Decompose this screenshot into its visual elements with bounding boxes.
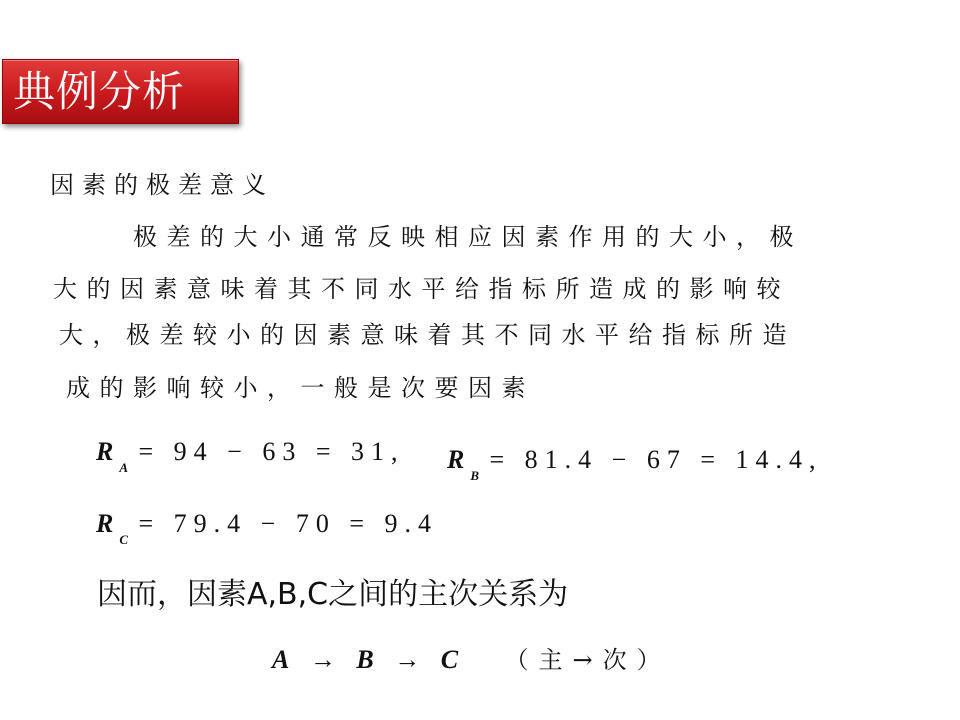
order-second: B (356, 645, 374, 674)
formula-a-var: R (96, 437, 114, 466)
section-heading: 因素的极差意义 (50, 171, 274, 199)
right-arrow-icon: → (394, 645, 421, 674)
factor-order (272, 644, 671, 676)
formula-c-var: R (96, 509, 114, 538)
title-badge (2, 59, 239, 124)
formula-range-c (96, 509, 439, 547)
formula-c-sub: C (119, 532, 129, 547)
formula-range-a (96, 437, 405, 475)
formula-c-expr: = 79.4 − 70 = 9.4 (138, 509, 439, 538)
order-note (505, 646, 671, 674)
formula-b-sub: B (470, 468, 480, 483)
right-arrow-icon: → (572, 646, 603, 674)
paragraph-line-3: 大，极差较小的因素意味着其不同水平给指标所造 (59, 321, 796, 349)
right-arrow-icon: → (309, 645, 336, 674)
page-title: 典例分析 (13, 67, 186, 116)
paragraph-line-4: 成的影响较小，一般是次要因素 (66, 374, 535, 402)
note-major: 主 (538, 646, 573, 674)
conclusion-text: 因而，因素A,B,C之间的主次关系为 (97, 577, 569, 612)
order-first: A (272, 645, 290, 674)
formula-range-b (447, 445, 823, 483)
formula-b-expr: = 81.4 − 67 = 14.4, (489, 445, 823, 474)
formula-b-var: R (447, 445, 465, 474)
formula-a-sub: A (119, 460, 129, 475)
note-open-paren: （ (504, 646, 539, 674)
order-third: C (440, 645, 459, 674)
note-minor: 次 (602, 646, 637, 674)
paragraph-line-2: 大的因素意味着其不同水平给指标所造成的影响较 (53, 275, 790, 303)
note-close-paren: ） (636, 646, 671, 674)
paragraph-line-1: 极差的大小通常反映相应因素作用的大小，极 (133, 223, 803, 251)
formula-a-expr: = 94 − 63 = 31, (138, 437, 405, 466)
